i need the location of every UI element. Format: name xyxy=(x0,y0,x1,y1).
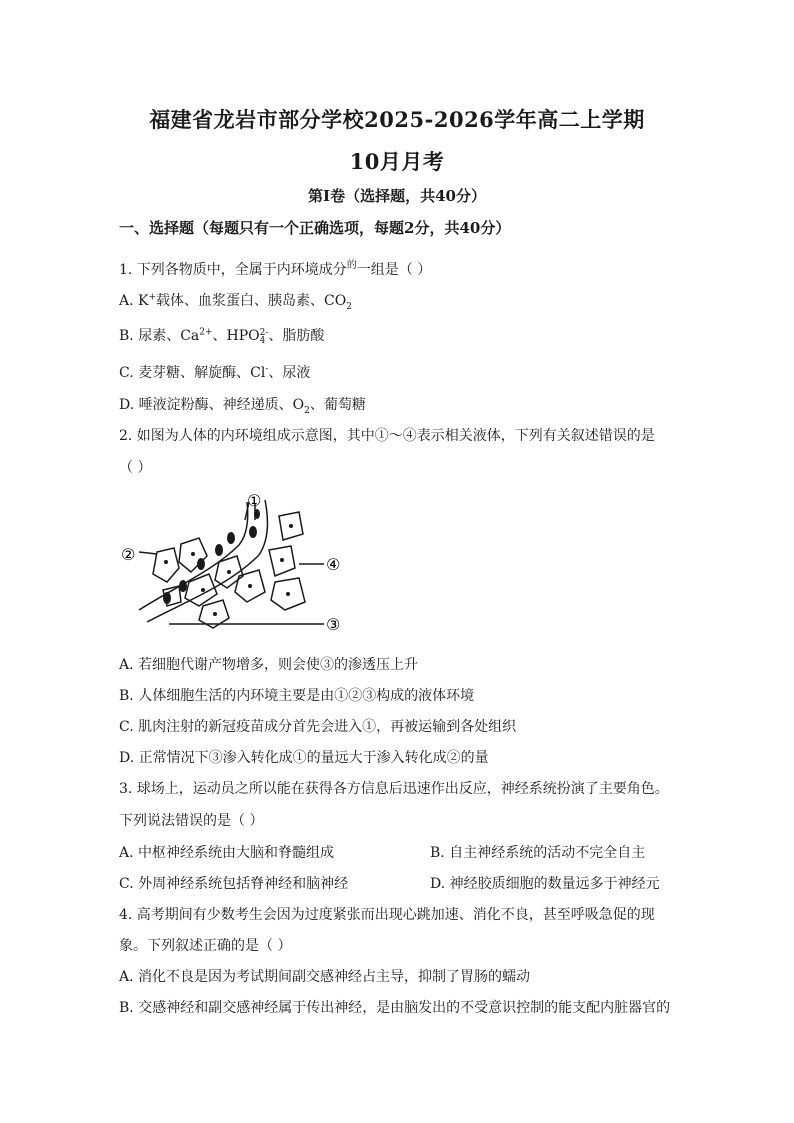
q1-option-c: C. 麦芽糖、解旋酶、Cl-、尿液 xyxy=(119,364,311,381)
label-1: ① xyxy=(247,491,262,510)
q3-option-a: A. 中枢神经系统由大脑和脊髓组成 xyxy=(119,845,335,861)
q3-stem-line2: 下列说法错误的是（ ） xyxy=(119,813,264,829)
q3-option-b: B. 自主神经系统的活动不完全自主 xyxy=(430,845,646,861)
q3-option-d: D. 神经胶质细胞的数量远多于神经元 xyxy=(430,876,660,892)
q2-option-c: C. 肌肉注射的新冠疫苗成分首先会进入①，再被运输到各处组织 xyxy=(119,719,517,735)
q1-option-b: B. 尿素、$Ca^{2+}$、HPO 2- 4 、脂肪酸 xyxy=(119,327,325,346)
internal-environment-diagram xyxy=(119,490,359,640)
label-2: ② xyxy=(121,545,136,564)
q2-option-b: B. 人体细胞生活的内环境主要是由①②③构成的液体环境 xyxy=(119,688,475,704)
q2-option-a: A. 若细胞代谢产物增多，则会使③的渗透压上升 xyxy=(119,657,419,673)
q2-stem-line2: （ ） xyxy=(119,460,152,476)
q1-stem: 1. 下列各物质中，全属于内环境成分$^的$一组是（ ） xyxy=(119,260,432,278)
q4-stem-line1: 4. 高考期间有少数考生会因为过度紧张而出现心跳加速、消化不良，甚至呼吸急促的现 xyxy=(119,907,655,923)
exam-title-line1: 福建省龙岩市部分学校2025-2026学年高二上学期 xyxy=(149,107,645,132)
q2-option-d: D. 正常情况下③渗入转化成①的量远大于渗入转化成②的量 xyxy=(119,750,489,766)
q1-option-a: A. K+载体、血浆蛋白、胰岛素、$CO_2$ xyxy=(119,292,352,312)
volume-heading: 第Ⅰ卷（选择题，共40分） xyxy=(308,187,486,205)
exam-title-line2: 10月月考 xyxy=(349,149,445,174)
q1-option-d: D. 唾液淀粉酶、神经递质、$O_2$、葡萄糖 xyxy=(119,397,366,416)
section-heading: 一、选择题（每题只有一个正确选项，每题2分，共40分） xyxy=(119,219,511,237)
label-3: ③ xyxy=(326,615,341,634)
q4-stem-line2: 象。下列叙述正确的是（ ） xyxy=(119,938,292,954)
q4-option-a: A. 消化不良是因为考试期间副交感神经占主导，抑制了胃肠的蠕动 xyxy=(119,969,531,985)
q3-stem-line1: 3. 球场上，运动员之所以能在获得各方信息后迅速作出反应，神经系统扮演了主要角色。 xyxy=(119,781,669,797)
q3-option-c: C. 外周神经系统包括脊神经和脑神经 xyxy=(119,876,349,892)
q2-stem-line1: 2. 如图为人体的内环境组成示意图，其中①～④表示相关液体，下列有关叙述错误的是 xyxy=(119,428,655,444)
label-4: ④ xyxy=(326,555,341,574)
q4-option-b: B. 交感神经和副交感神经属于传出神经，是由脑发出的不受意识控制的能支配内脏器官的 xyxy=(119,1000,671,1016)
